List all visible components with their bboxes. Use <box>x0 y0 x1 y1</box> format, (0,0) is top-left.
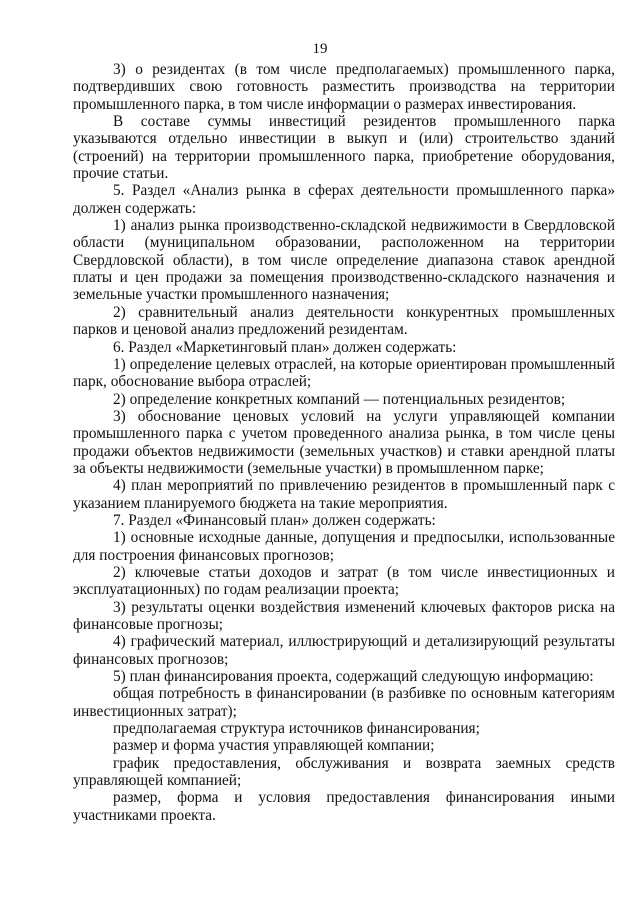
paragraph-risk-assessment: 3) результаты оценки воздействия изменений ключевых факторов риска на финансовые прогнозы; <box>73 598 615 633</box>
document-body <box>73 61 615 824</box>
paragraph-income-expenses: 2) ключевые статьи доходов и затрат (в том числе инвестиционных и эксплуатационных) по годам реализации проекта; <box>73 563 615 599</box>
paragraph-potential-residents: 2) определение конкретных компаний — потенциальных резидентов; <box>113 390 566 408</box>
paragraph-other-participants: размер, форма и условия предоставления финансирования иными участниками проекта. <box>73 789 615 824</box>
paragraph-financing-plan: 5) план финансирования проекта, содержащий следующую информацию: <box>113 668 594 686</box>
paragraph-management-participation: размер и форма участия управляющей компании; <box>113 737 435 755</box>
paragraph-market-analysis: 1) анализ рынка производственно-складской недвижимости в Свердловской области (муниципальном образовании, расположенном на территории Свердловской области), в том числе определение диапазона ставок арендной платы и цен продажи за помещения производственно-складского назначения и земельные участки промышленного назначения; <box>73 217 615 304</box>
paragraph-comparative-analysis: 2) сравнительный анализ деятельности конкурентных промышленных парков и ценовой анализ предложений резидентам. <box>73 303 615 339</box>
paragraph-investment-breakdown: В составе суммы инвестиций резидентов промышленного парка указываются отдельно инвестиции в выкуп и (или) строительство зданий (строений) на территории промышленного парка, приобретение оборудования, прочие статьи. <box>73 113 615 183</box>
paragraph-target-industries: 1) определение целевых отраслей, на которые ориентирован промышленный парк, обоснование выбора отраслей; <box>73 355 615 391</box>
paragraph-loan-schedule: график предоставления, обслуживания и возврата заемных средств управляющей компанией; <box>73 754 615 790</box>
paragraph-pricing-conditions: 3) обоснование ценовых условий на услуги управляющей компании промышленного парка с учетом проведенного анализа рынка, в том числе цены продажи объектов недвижимости (земельных участков) и ставки арендной платы за объекты недвижимости (земельные участки) в промышленном парке; <box>73 407 615 477</box>
paragraph-financing-need: общая потребность в финансировании (в разбивке по основным категориям инвестиционных затрат); <box>73 685 615 720</box>
paragraph-source-data: 1) основные исходные данные, допущения и предпосылки, использованные для построения финансовых прогнозов; <box>73 529 615 564</box>
page-number: 19 <box>312 41 328 57</box>
paragraph-section-6-heading: 6. Раздел «Маркетинговый план» должен содержать: <box>113 338 457 356</box>
paragraph-graphic-material: 4) графический материал, иллюстрирующий и детализирующий результаты финансовых прогнозов; <box>73 633 615 668</box>
paragraph-funding-structure: предполагаемая структура источников финансирования; <box>113 720 480 738</box>
paragraph-marketing-plan: 4) план мероприятий по привлечению резидентов в промышленный парк с указанием планируемого бюджета на такие мероприятия. <box>73 477 615 512</box>
paragraph-section-5-heading: 5. Раздел «Анализ рынка в сферах деятельности промышленного парка» должен содержать: <box>73 182 615 217</box>
paragraph-section-7-heading: 7. Раздел «Финансовый план» должен содержать: <box>113 511 436 529</box>
paragraph-residents-info: 3) о резидентах (в том числе предполагаемых) промышленного парка, подтвердивших свою готовность разместить производства на территории промышленного парка, в том числе информации о размерах инвестирования. <box>73 61 615 113</box>
